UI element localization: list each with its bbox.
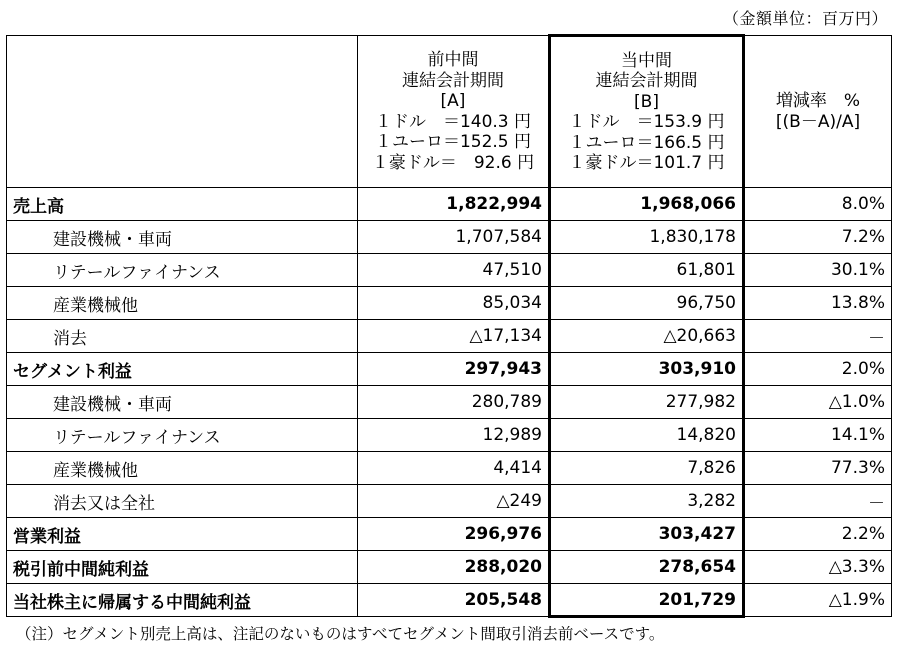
value-prev: 1,822,994 — [358, 188, 550, 221]
header-line: １ドル ＝153.9 円 — [568, 112, 725, 132]
value-prev: 288,020 — [358, 551, 550, 584]
value-prev: 296,976 — [358, 518, 550, 551]
header-blank — [7, 36, 358, 188]
value-rate: 14.1% — [744, 419, 892, 452]
header-line: 連結会計期間 — [402, 70, 504, 91]
value-rate: △1.9% — [744, 584, 892, 617]
value-curr: 303,427 — [550, 518, 744, 551]
row-label: セグメント利益 — [7, 353, 358, 386]
value-prev: 1,707,584 — [358, 221, 550, 254]
value-prev: △17,134 — [358, 320, 550, 353]
unit-note: （金額単位：百万円） — [722, 9, 888, 28]
row-label: 建設機械・車両 — [7, 386, 358, 419]
value-rate: △3.3% — [744, 551, 892, 584]
row-label: 売上高 — [7, 188, 358, 221]
value-prev: △249 — [358, 485, 550, 518]
header-prev-period — [358, 36, 550, 188]
table-row — [7, 485, 892, 518]
value-rate: 8.0% — [744, 188, 892, 221]
value-prev: 12,989 — [358, 419, 550, 452]
header-line: 前中間 — [427, 50, 479, 70]
value-curr: 61,801 — [550, 254, 744, 287]
value-curr: 1,830,178 — [550, 221, 744, 254]
header-line: １豪ドル＝101.7 円 — [568, 153, 725, 173]
header-line: １ドル ＝140.3 円 — [374, 111, 532, 132]
value-curr: 278,654 — [550, 551, 744, 584]
table-row-segment-profit — [7, 353, 892, 386]
header-line: １豪ドル＝ 92.6 円 — [371, 152, 535, 173]
row-label: 消去又は全社 — [7, 485, 358, 518]
value-rate: △1.0% — [744, 386, 892, 419]
row-label: リテールファイナンス — [7, 254, 358, 287]
header-line: １ユーロ＝152.5 円 — [374, 132, 532, 152]
financial-table — [6, 34, 892, 618]
value-rate: 2.2% — [744, 518, 892, 551]
row-label: 当社株主に帰属する中間純利益 — [7, 584, 358, 617]
value-prev: 85,034 — [358, 287, 550, 320]
value-rate: 2.0% — [744, 353, 892, 386]
value-rate: 30.1% — [744, 254, 892, 287]
row-label: 税引前中間純利益 — [7, 551, 358, 584]
value-curr: 3,282 — [550, 485, 744, 518]
table-row — [7, 287, 892, 320]
value-curr: 277,982 — [550, 386, 744, 419]
header-line: 連結会計期間 — [595, 71, 698, 91]
value-curr: △20,663 — [550, 320, 744, 353]
table-row — [7, 419, 892, 452]
value-curr: 7,826 — [550, 452, 744, 485]
footnote: （注）セグメント別売上高は、注記のないものはすべてセグメント間取引消去前ベースです。 — [16, 625, 665, 643]
value-prev: 280,789 — [358, 386, 550, 419]
row-label: 産業機械他 — [7, 287, 358, 320]
value-curr: 14,820 — [550, 419, 744, 452]
row-label: 消去 — [7, 320, 358, 353]
value-curr: 96,750 — [550, 287, 744, 320]
row-label: 産業機械他 — [7, 452, 358, 485]
value-prev: 205,548 — [358, 584, 550, 617]
header-line: [B] — [634, 91, 659, 112]
value-prev: 47,510 — [358, 254, 550, 287]
table-row-pretax-income — [7, 551, 892, 584]
header-line: [(B－A)/A] — [775, 111, 861, 132]
table-row — [7, 452, 892, 485]
table-row-net-income-attributable — [7, 584, 892, 617]
value-rate: － — [744, 320, 892, 353]
value-curr: 201,729 — [550, 584, 744, 617]
header-curr-period — [550, 36, 744, 188]
value-rate: 77.3% — [744, 452, 892, 485]
value-rate: － — [744, 485, 892, 518]
table-row-net-sales — [7, 188, 892, 221]
row-label: リテールファイナンス — [7, 419, 358, 452]
row-label: 営業利益 — [7, 518, 358, 551]
table-row — [7, 386, 892, 419]
value-prev: 297,943 — [358, 353, 550, 386]
value-curr: 1,968,066 — [550, 188, 744, 221]
header-row — [7, 36, 892, 188]
table-row — [7, 254, 892, 287]
value-curr: 303,910 — [550, 353, 744, 386]
header-line: [A] — [440, 91, 466, 111]
table-row — [7, 221, 892, 254]
value-rate: 7.2% — [744, 221, 892, 254]
header-line: 増減率 % — [775, 91, 861, 111]
value-rate: 13.8% — [744, 287, 892, 320]
header-line: １ユーロ＝166.5 円 — [568, 132, 725, 153]
table-row-operating-income — [7, 518, 892, 551]
header-change-rate — [744, 36, 892, 188]
value-prev: 4,414 — [358, 452, 550, 485]
header-line: 当中間 — [621, 50, 672, 71]
row-label: 建設機械・車両 — [7, 221, 358, 254]
table-row — [7, 320, 892, 353]
